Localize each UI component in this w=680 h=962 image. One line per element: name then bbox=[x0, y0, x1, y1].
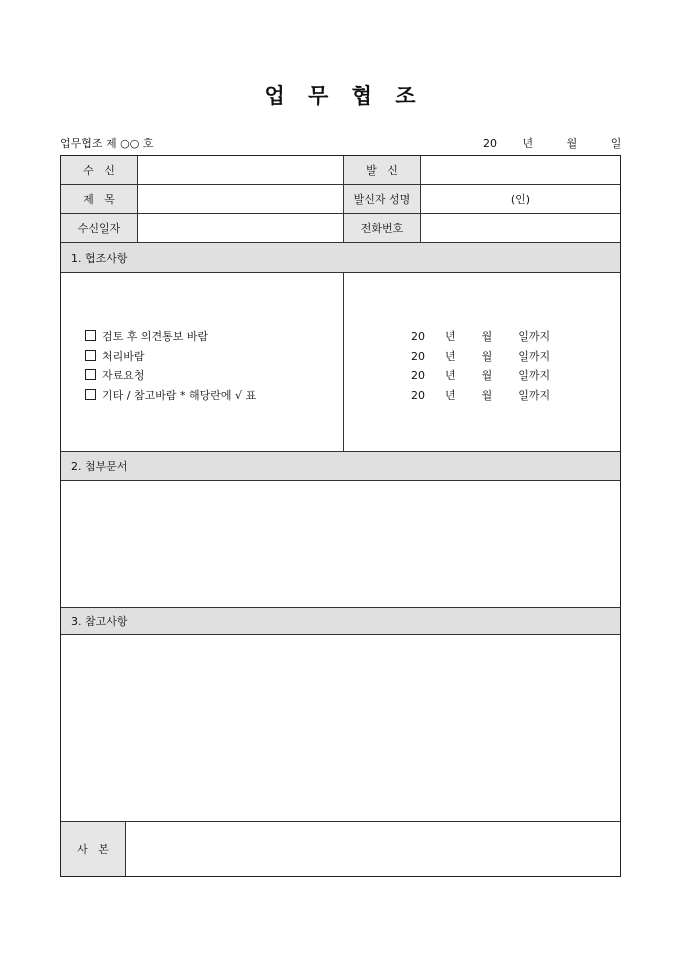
checklist-item[interactable]: 검토 후 의견통보 바람 bbox=[85, 327, 256, 347]
notes-area[interactable] bbox=[61, 635, 620, 822]
sender-field[interactable] bbox=[421, 156, 620, 184]
section1-header bbox=[61, 243, 620, 273]
request-type-column bbox=[61, 273, 343, 451]
checkbox[interactable] bbox=[85, 330, 96, 341]
cooperation-form bbox=[60, 155, 621, 877]
sender-name-label: 발신자 성명 bbox=[344, 185, 420, 213]
deadline-row[interactable]: 20 년 월 일까지 bbox=[411, 369, 551, 382]
row-subject bbox=[61, 185, 620, 214]
title-char: 조 bbox=[395, 83, 416, 108]
checklist-item[interactable]: 자료요청 bbox=[85, 366, 256, 386]
checkbox[interactable] bbox=[85, 350, 96, 361]
seal-mark: (인) bbox=[510, 193, 531, 206]
document-number: 업무협조 제 ○○ 호 bbox=[60, 137, 154, 150]
received-date-label: 수신일자 bbox=[61, 214, 137, 242]
row-copy bbox=[61, 822, 620, 876]
phone-field[interactable] bbox=[421, 214, 620, 242]
section2-heading: 2. 첨부문서 bbox=[61, 452, 620, 480]
document-title bbox=[0, 80, 680, 110]
received-date-field[interactable] bbox=[138, 214, 343, 242]
section1-heading: 1. 협조사항 bbox=[61, 243, 620, 272]
checkbox[interactable] bbox=[85, 389, 96, 400]
deadline-row[interactable]: 20 년 월 일까지 bbox=[411, 330, 551, 343]
title-char: 업 bbox=[264, 83, 285, 108]
deadline-row[interactable]: 20 년 월 일까지 bbox=[411, 388, 551, 402]
checklist-item[interactable]: 기타 / 참고바람 * 해당란에 √ 표 bbox=[85, 386, 256, 406]
title-char: 협 bbox=[351, 83, 372, 108]
attachments-area[interactable] bbox=[61, 481, 620, 608]
recipient-label: 수 신 bbox=[61, 156, 137, 184]
date-month-unit: 월 bbox=[566, 137, 578, 150]
document-date bbox=[483, 135, 621, 151]
deadline-row[interactable]: 20 년 월 일까지 bbox=[411, 349, 551, 363]
title-char: 무 bbox=[308, 83, 329, 108]
section3-header bbox=[61, 608, 620, 635]
deadline-list bbox=[411, 327, 550, 405]
section2-header bbox=[61, 452, 620, 481]
date-year: 20 bbox=[483, 137, 497, 150]
recipient-field[interactable] bbox=[138, 156, 343, 184]
deadline-column bbox=[344, 273, 620, 451]
subject-field[interactable] bbox=[138, 185, 343, 213]
sender-label: 발 신 bbox=[344, 156, 420, 184]
copy-label: 사 본 bbox=[61, 822, 125, 876]
row-received-date bbox=[61, 214, 620, 243]
subject-label: 제 목 bbox=[61, 185, 137, 213]
checkbox[interactable] bbox=[85, 369, 96, 380]
section3-heading: 3. 참고사항 bbox=[61, 608, 620, 634]
phone-label: 전화번호 bbox=[344, 214, 420, 242]
section1-body bbox=[61, 273, 620, 452]
checklist-item[interactable]: 처리바람 bbox=[85, 347, 256, 367]
date-day-unit: 일 bbox=[610, 137, 622, 150]
row-recipient bbox=[61, 156, 620, 185]
sender-name-field[interactable] bbox=[421, 185, 620, 213]
date-year-unit: 년 bbox=[522, 137, 534, 150]
checklist bbox=[85, 327, 256, 405]
copy-field[interactable] bbox=[126, 822, 620, 876]
